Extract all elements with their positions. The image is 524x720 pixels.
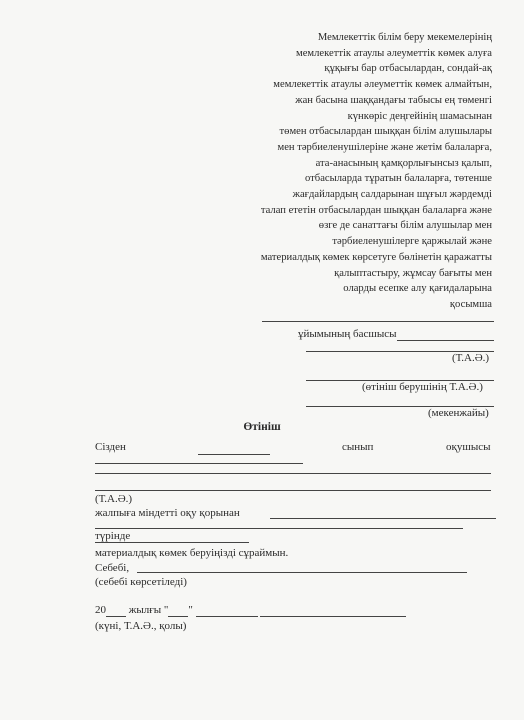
form-label: түрінде bbox=[95, 530, 131, 542]
line-1 bbox=[95, 463, 303, 464]
header-line: қосымша bbox=[449, 298, 492, 310]
header-line: ата-анасының қамқорлығынсыз қалып, bbox=[315, 157, 492, 169]
quote-close: " bbox=[188, 604, 193, 616]
header-line: төмен отбасылардан шыққан білім алушылары bbox=[279, 126, 492, 138]
header-line: мен тәрбиеленушілеріне және жетім балаларға, bbox=[277, 141, 492, 153]
line-4 bbox=[95, 528, 463, 529]
request-text: материалдық көмек беруіңізді сұраймын. bbox=[95, 547, 289, 559]
header-line: материалдық көмек көрсетуге бөлінетін қаражатты bbox=[260, 251, 492, 263]
signature-hint: (күні, Т.А.Ә., қолы) bbox=[95, 620, 187, 632]
applicant-fio-label: (өтініш берушінің Т.А.Ә.) bbox=[362, 381, 483, 393]
header-line: талап ететін отбасылардан шыққан балаларға және bbox=[260, 204, 492, 216]
head-fio-label: (Т.А.Ә.) bbox=[452, 352, 490, 364]
org-head-line bbox=[397, 340, 494, 341]
header-line: өзге де санаттағы білім алушылар мен bbox=[318, 220, 492, 232]
header-line: тәрбиеленушілерге қаржылай және bbox=[332, 236, 492, 248]
header-block bbox=[212, 30, 492, 313]
org-head-label bbox=[298, 328, 397, 340]
year-prefix: 20 bbox=[95, 604, 106, 616]
reason-label: Себебі, bbox=[95, 562, 130, 574]
address-label: (мекенжайы) bbox=[428, 407, 489, 419]
header-line: отбасыларда тұратын балаларға, төтенше bbox=[305, 173, 492, 185]
line-5 bbox=[95, 542, 249, 543]
header-line: Мемлекеттік білім беру мекемелерінің bbox=[317, 32, 492, 43]
signature-blank bbox=[260, 604, 406, 617]
from-you-label: Сізден bbox=[95, 441, 126, 453]
year-blank bbox=[106, 604, 126, 617]
document-title: Өтініш bbox=[243, 421, 281, 433]
header-line: мемлекеттік атаулы әлеуметтік көмек алмайтын, bbox=[273, 79, 492, 91]
day-blank bbox=[168, 604, 188, 617]
line-3 bbox=[95, 490, 491, 491]
student-fio-label: (Т.А.Ә.) bbox=[95, 493, 133, 505]
header-line: жан басына шаққандағы табысы ең төменгі bbox=[295, 94, 492, 106]
student-label: оқушысы bbox=[446, 441, 491, 453]
fund-line bbox=[270, 518, 496, 519]
header-line: құқығы бар отбасылардан, сондай-ақ bbox=[324, 63, 492, 75]
grade-label: сынып bbox=[342, 441, 374, 453]
name-blank bbox=[198, 454, 270, 455]
org-head-text: ұйымының басшысы bbox=[298, 328, 397, 340]
header-line: қалыптастыру, жұмсау бағыты мен bbox=[334, 267, 492, 279]
org-name-line bbox=[262, 321, 494, 322]
header-line: күнкөріс деңгейінің шамасынан bbox=[347, 110, 492, 122]
year-suffix: жылғы " bbox=[128, 604, 169, 616]
reason-line bbox=[137, 572, 467, 573]
month-blank bbox=[196, 604, 258, 617]
line-2 bbox=[95, 473, 491, 474]
reason-hint: (себебі көрсетіледі) bbox=[95, 576, 187, 588]
header-line: мемлекеттік атаулы әлеуметтік көмек алуға bbox=[296, 47, 492, 59]
header-line: оларды есепке алу қағидаларына bbox=[343, 283, 492, 295]
date-line bbox=[95, 604, 406, 617]
header-line: жағдайлардың салдарынан шұғыл жәрдемді bbox=[292, 189, 492, 201]
compulsory-label: жалпыға міндетті оқу қорынан bbox=[95, 507, 240, 519]
